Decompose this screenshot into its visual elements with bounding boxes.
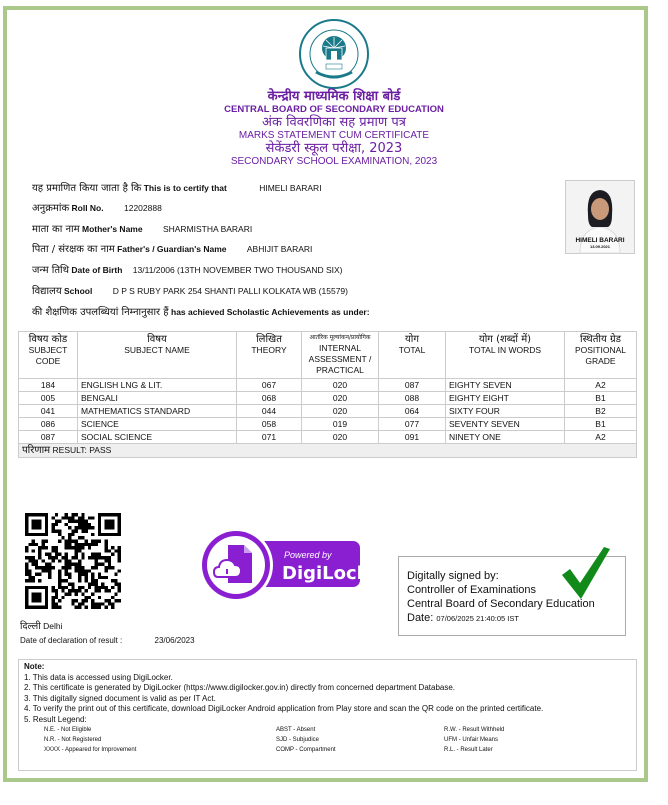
roll-line [32,200,162,214]
positional-grade: A2 [565,431,637,444]
col-words-hi: योग (शब्दों में) [478,334,532,345]
internal-marks: 020 [302,431,379,444]
result-cell [19,444,637,458]
total-marks: 087 [379,379,446,392]
table-row [19,405,637,418]
qr-code-icon [25,513,121,609]
total-marks: 064 [379,405,446,418]
father-label-hindi: पिता / संरक्षक का नाम [32,244,115,255]
candidate-name: HIMELI BARARI [259,183,322,193]
mother-label: Mother's Name [81,224,143,234]
marks-table [18,331,637,458]
result-status: RESULT: PASS [52,445,112,455]
subject-name: SCIENCE [78,418,237,431]
note-item: 3. This digitally signed document is valid as per IT Act. [24,693,216,703]
result-label-hindi: परिणाम [22,445,51,456]
subject-code: 005 [19,392,78,405]
achievements-label: has achieved Scholastic Achievements as under: [171,307,370,317]
col-total-hi: योग [404,334,420,345]
exam-title-hindi: सेकेंडरी स्कूल परीक्षा, 2023 [265,141,403,156]
certificate-header [0,18,668,168]
subject-name: SOCIAL SCIENCE [78,431,237,444]
mother-line [32,221,252,235]
legend-item: XXXX - Appeared for Improvement [44,747,137,753]
declaration-label: Date of declaration of result : [20,636,123,645]
certify-label: This is to certify that [143,183,227,193]
father-line [32,241,312,255]
total-in-words: EIGHTY EIGHT [446,392,565,405]
school-label-hindi: विद्यालय [32,286,62,297]
total-in-words: NINETY ONE [446,431,565,444]
roll-label: Roll No. [71,203,104,213]
checkmark-icon [560,545,610,601]
theory-marks: 071 [237,431,302,444]
legend-item: N.R. - Not Registered [44,737,102,743]
table-row [19,418,637,431]
document-title-english: MARKS STATEMENT CUM CERTIFICATE [238,130,430,141]
signed-by-label: Digitally signed by: [407,570,499,582]
col-internal: INTERNAL ASSESSMENT / PRACTICAL [308,343,372,375]
positional-grade: B1 [565,392,637,405]
board-name-hindi: केन्द्रीय माध्यमिक शिक्षा बोर्ड [267,89,401,104]
place-hindi: दिल्ली [20,621,41,632]
total-in-words: EIGHTY SEVEN [446,379,565,392]
father-label: Father's / Guardian's Name [117,244,227,254]
declaration-line [20,636,195,645]
table-row [19,392,637,405]
internal-marks: 019 [302,418,379,431]
subject-code: 086 [19,418,78,431]
table-header-row [19,332,637,379]
mother-label-hindi: माता का नाम [32,224,80,235]
photo-caption [566,238,634,250]
certify-line [32,180,322,194]
school-line [32,283,348,297]
dob-line [32,262,343,276]
col-total: TOTAL [398,345,426,355]
result-legend [24,725,631,755]
place-english: Delhi [43,621,63,631]
legend-item: SJD - Subjudice [276,737,320,743]
dob-label: Date of Birth [71,265,123,275]
note-item: 2. This certificate is generated by DigiLocker (https://www.digilocker.gov.in) directly from concerned department Database. [24,683,456,692]
col-subject: SUBJECT NAME [124,345,190,355]
positional-grade: B2 [565,405,637,418]
note-title: Note: [24,662,45,671]
subject-code: 087 [19,431,78,444]
subject-name: ENGLISH LNG & LIT. [78,379,237,392]
digilocker-logo [198,527,390,603]
signature-date-label: Date: [407,612,434,624]
legend-item: N.E. - Not Eligible [44,727,92,733]
legend-item: R.W. - Result Withheld [444,727,505,733]
achievements-label-hindi: की शैक्षणिक उपलब्धियां निम्नानुसार हैं [32,307,169,318]
subject-name: MATHEMATICS STANDARD [78,405,237,418]
signer-title: Controller of Examinations [407,584,537,596]
photo-name: HIMELI BARARI [575,237,625,244]
table-row [19,431,637,444]
roll-label-hindi: अनुक्रमांक [32,203,70,214]
col-theory: THEORY [251,345,287,355]
document-title-hindi: अंक विवरणिका सह प्रमाण पत्र [262,115,406,130]
candidate-photo [565,180,635,254]
place-of-issue [20,619,62,632]
theory-marks: 058 [237,418,302,431]
declaration-date: 23/06/2023 [154,636,195,645]
col-words: TOTAL IN WORDS [468,345,542,355]
internal-marks: 020 [302,379,379,392]
note-item: 4. To verify the print out of this certificate, download DigiLocker Android application from Play store and scan the QR code on the printed certificate. [24,704,544,713]
legend-item: ABST - Absent [276,727,316,733]
col-grade: POSITIONAL GRADE [574,345,626,366]
mother-name: SHARMISTHA BARARI [162,224,253,234]
cbse-emblem-icon [298,18,370,90]
positional-grade: B1 [565,418,637,431]
signature-date-line [407,611,617,626]
legend-item: UFM - Unfair Means [444,737,499,743]
total-in-words: SEVENTY SEVEN [446,418,565,431]
school-label: School [64,286,93,296]
theory-marks: 044 [237,405,302,418]
school-name: D P S RUBY PARK 254 SHANTI PALLI KOLKATA WB (15579) [112,286,348,296]
signer-organization: Central Board of Secondary Education [407,598,595,610]
legend-item: R.L. - Result Later [444,747,493,753]
col-subject-hi: विषय [147,334,167,345]
father-name: ABHIJIT BARARI [246,244,313,254]
roll-number: 12202888 [123,203,162,213]
col-code-hi: विषय कोड [28,334,68,345]
positional-grade: A2 [565,379,637,392]
notes-box [18,659,637,771]
digilocker-name: DigiLocker [282,563,390,584]
internal-marks: 020 [302,405,379,418]
date-of-birth: 13/11/2006 (13TH NOVEMBER TWO THOUSAND SIX) [132,265,343,275]
photo-date: 13.09.2021 [589,244,611,249]
table-row [19,379,637,392]
subject-code: 184 [19,379,78,392]
total-marks: 091 [379,431,446,444]
result-row [19,444,637,458]
col-internal-hi: आतंरिक मूल्यांकन/प्रायोगिक [309,334,371,341]
certify-label-hindi: यह प्रमाणित किया जाता है कि [32,183,142,194]
col-grade-hi: स्थितीय ग्रेड [580,334,621,345]
note-item: 5. Result Legend: [24,714,87,724]
total-in-words: SIXTY FOUR [446,405,565,418]
dob-label-hindi: जन्म तिथि [32,265,70,276]
col-theory-hi: लिखित [256,334,282,345]
total-marks: 088 [379,392,446,405]
powered-by-text: Powered by [284,550,332,560]
board-name-english: CENTRAL BOARD OF SECONDARY EDUCATION [224,104,444,115]
subject-name: BENGALI [78,392,237,405]
note-item: 1. This data is accessed using DigiLocker. [24,672,173,682]
theory-marks: 068 [237,392,302,405]
internal-marks: 020 [302,392,379,405]
exam-title-english: SECONDARY SCHOOL EXAMINATION, 2023 [230,156,438,167]
total-marks: 077 [379,418,446,431]
col-code: SUBJECT CODE [28,345,68,366]
signature-date: 07/06/2025 21:40:05 IST [436,614,519,623]
subject-code: 041 [19,405,78,418]
achievements-line [32,304,370,318]
theory-marks: 067 [237,379,302,392]
legend-item: COMP - Compartment [276,747,336,753]
